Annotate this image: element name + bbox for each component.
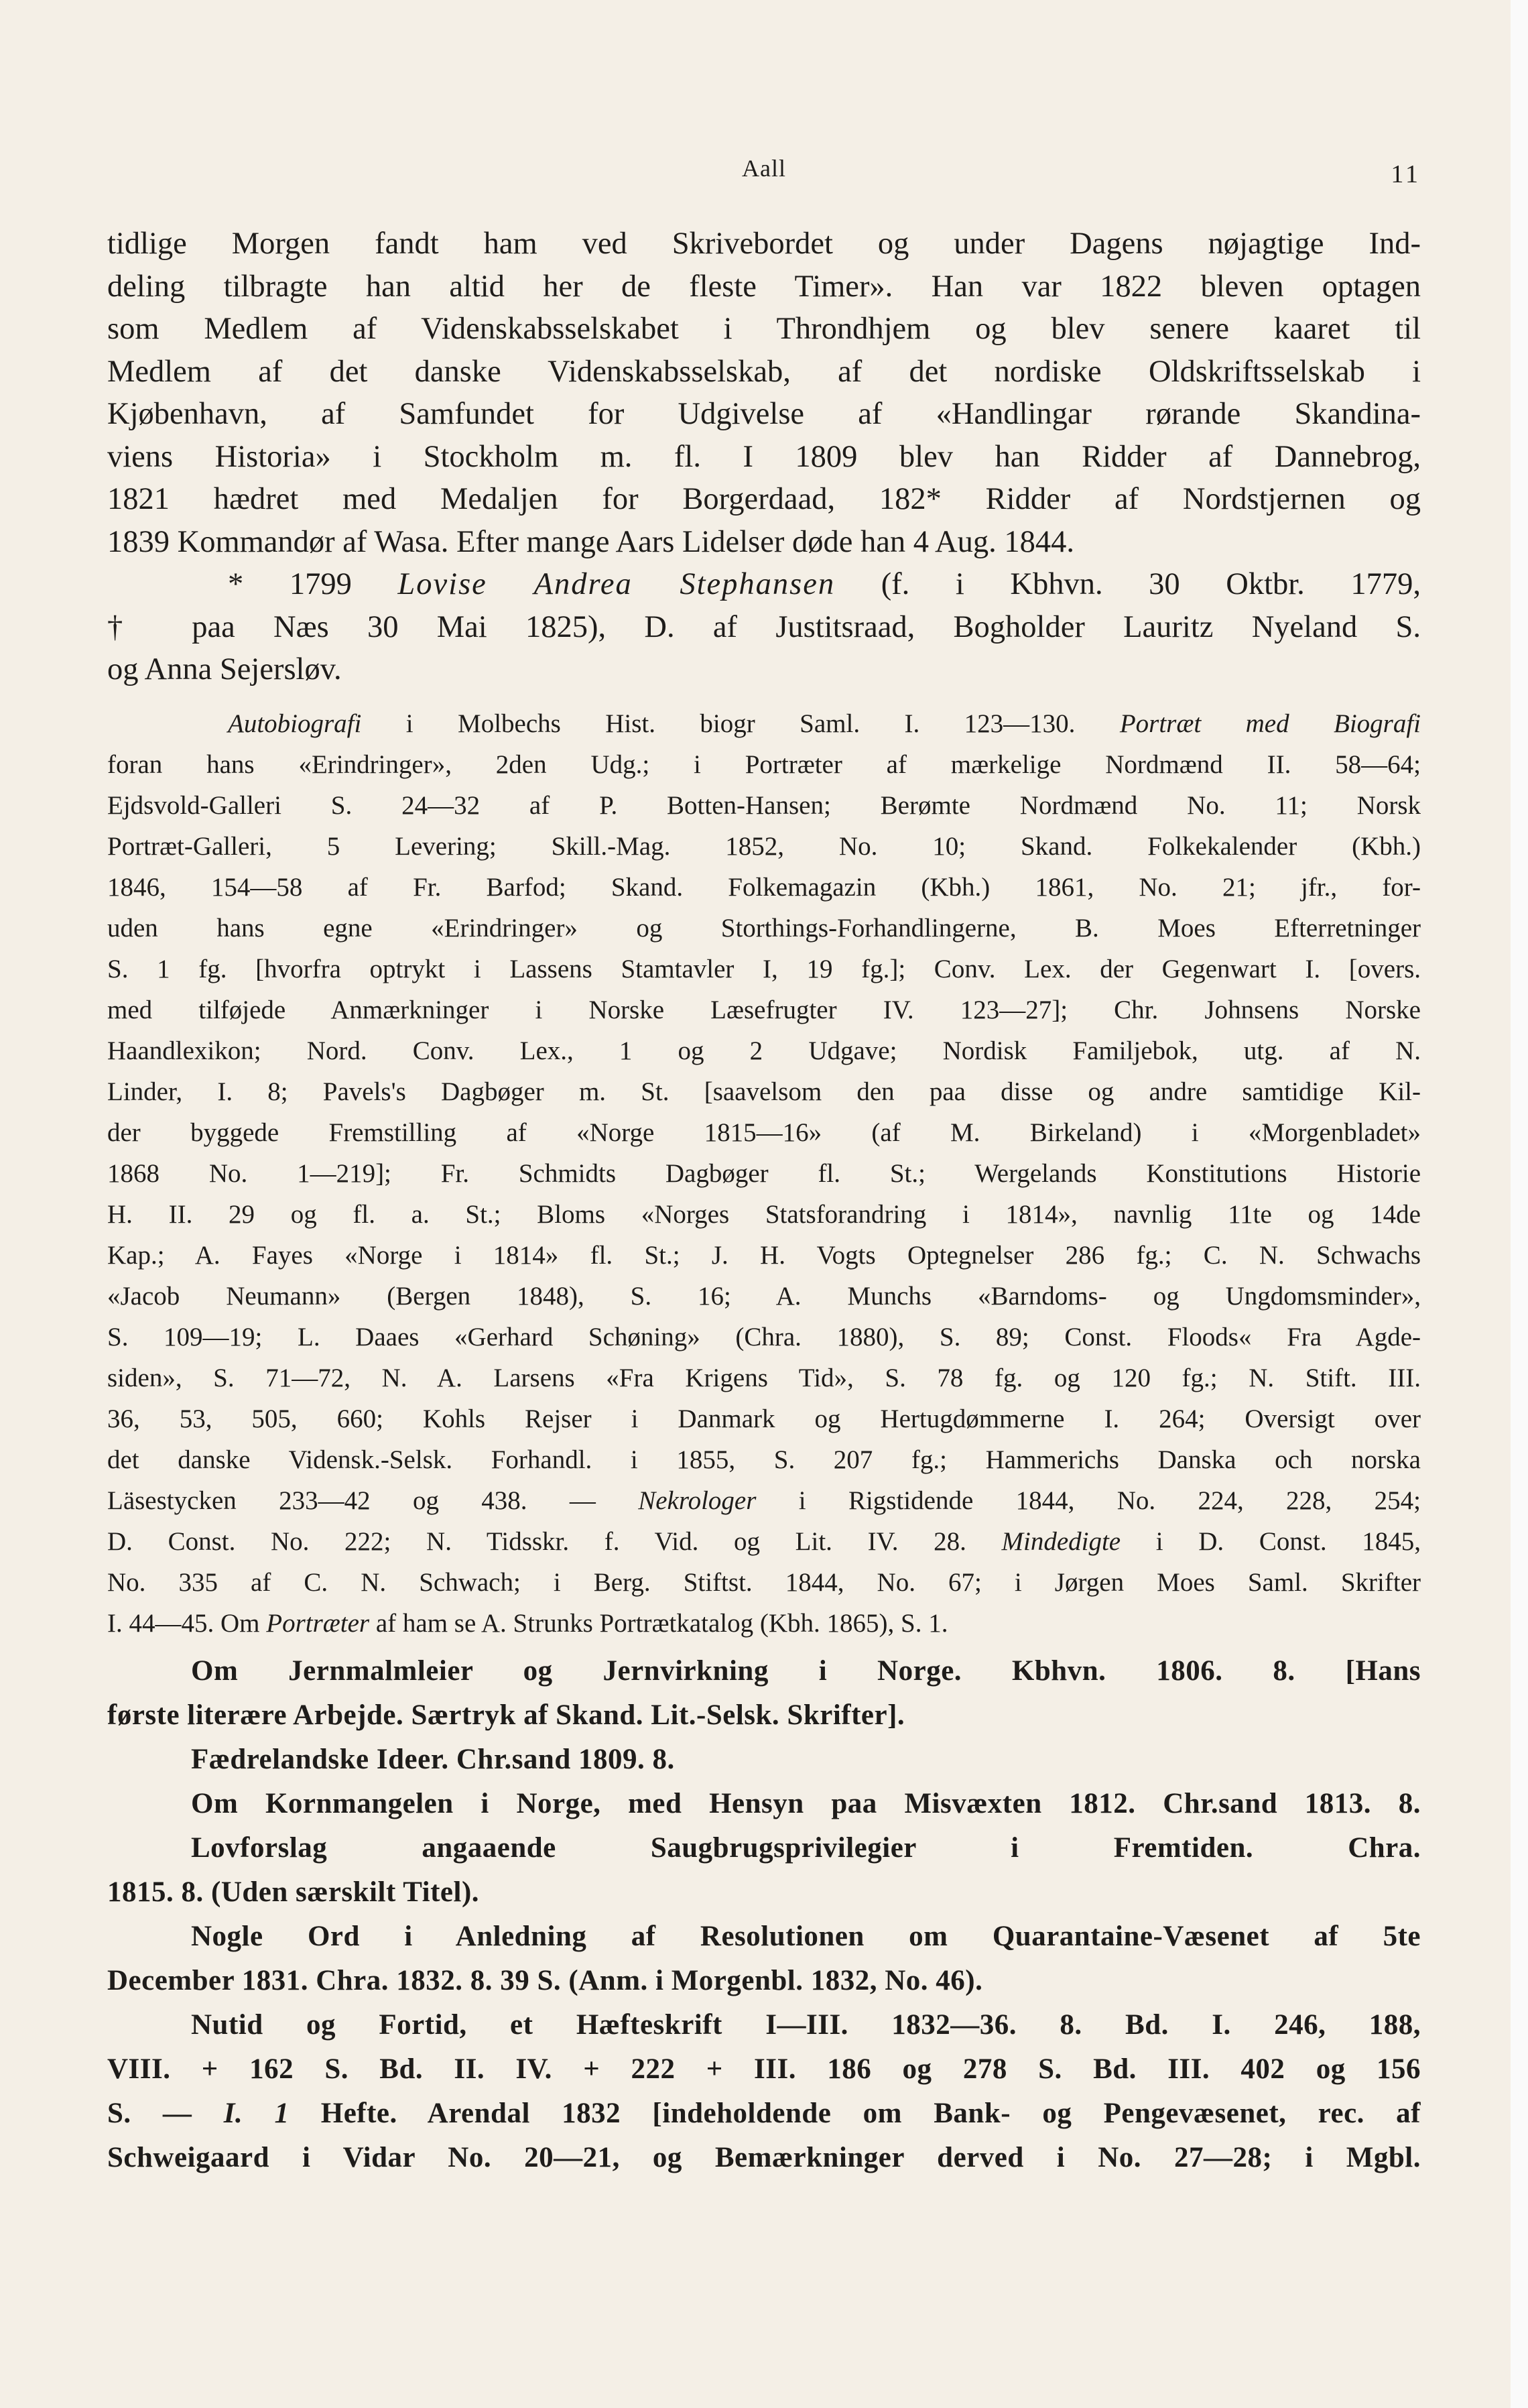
text-line: Kjøbenhavn, af Samfundet for Udgivelse af «Handlingar rørande Skandina-: [107, 397, 1421, 431]
source-text: i D. Const. 1845,: [1121, 1526, 1421, 1556]
source-text: af ham se A. Strunks Portrætkatalog (Kbh. 1865), S. 1.: [369, 1608, 948, 1638]
source-title: Portræt med Biografi: [1119, 709, 1421, 738]
source-title: Mindedigte: [1001, 1526, 1121, 1556]
source-line: [107, 703, 1421, 744]
source-line: H. II. 29 og fl. a. St.; Bloms «Norges Statsforandring i 1814», navnlig 11te og 14de: [107, 1199, 1421, 1229]
spouse-entry: [107, 563, 1421, 691]
work-line: VIII. + 162 S. Bd. II. IV. + 222 + III. 186 og 278 S. Bd. III. 402 og 156: [107, 2053, 1421, 2085]
work-line: [107, 2092, 1421, 2136]
source-line: Portræt-Galleri, 5 Levering; Skill.-Mag. 1852, No. 10; Skand. Folkekalender (Kbh.): [107, 831, 1421, 861]
marriage-year: * 1799: [228, 567, 398, 601]
source-title: Portræter: [266, 1608, 370, 1638]
biography-text: [107, 223, 1421, 563]
source-line: [107, 1603, 1421, 1644]
work-line: Lovforslag angaaende Saugbrugsprivilegier i Fremtiden. Chra.: [191, 1831, 1421, 1864]
source-line: Ejdsvold-Galleri S. 24—32 af P. Botten-Hansen; Berømte Nordmænd No. 11; Norsk: [107, 790, 1421, 820]
sources-block: [107, 703, 1421, 1644]
source-line: Kap.; A. Fayes «Norge i 1814» fl. St.; J. H. Vogts Optegnelser 286 fg.; C. N. Schwachs: [107, 1240, 1421, 1270]
source-line: 1868 No. 1—219]; Fr. Schmidts Dagbøger fl. St.; Wergelands Konstitutions Historie: [107, 1158, 1421, 1188]
source-line: foran hans «Erindringer», 2den Udg.; i Portræter af mærkelige Nordmænd II. 58—64;: [107, 749, 1421, 779]
source-line: 1846, 154—58 af Fr. Barfod; Skand. Folkemagazin (Kbh.) 1861, No. 21; jfr., for-: [107, 872, 1421, 902]
source-line: med tilføjede Anmærkninger i Norske Læsefrugter IV. 123—27]; Chr. Johnsens Norske: [107, 995, 1421, 1024]
spouse-name: Lovise Andrea Stephansen: [397, 567, 836, 601]
source-line: [107, 1521, 1421, 1562]
source-text: i Rigstidende 1844, No. 224, 228, 254;: [756, 1486, 1421, 1515]
work-line: Fædrelandske Ideer. Chr.sand 1809. 8.: [191, 1743, 675, 1775]
source-line: No. 335 af C. N. Schwach; i Berg. Stiftst. 1844, No. 67; i Jørgen Moes Saml. Skrifter: [107, 1567, 1421, 1597]
source-text: D. Const. No. 222; N. Tidsskr. f. Vid. og Lit. IV. 28.: [107, 1526, 1002, 1556]
work-italic: I. 1: [223, 2097, 290, 2129]
page-header: [107, 154, 1421, 194]
source-line: der byggede Fremstilling af «Norge 1815—16» (af M. Birkeland) i «Morgenbladet»: [107, 1118, 1421, 1147]
source-line: det danske Vidensk.-Selsk. Forhandl. i 1855, S. 207 fg.; Hammerichs Danska och norska: [107, 1445, 1421, 1474]
running-head: Aall: [742, 155, 786, 182]
source-line: S. 1 fg. [hvorfra optrykt i Lassens Stamtavler I, 19 fg.]; Conv. Lex. der Gegenwart I. [overs.: [107, 954, 1421, 983]
work-text: S. —: [107, 2097, 224, 2129]
text-line: tidlige Morgen fandt ham ved Skrivebordet og under Dagens nøjagtige Ind-: [107, 227, 1421, 261]
text-line: som Medlem af Videnskabsselskabet i Throndhjem og blev senere kaaret til: [107, 312, 1421, 346]
spouse-birth: (f. i Kbhvn. 30 Oktbr. 1779,: [835, 567, 1421, 601]
text-line: 1821 hædret med Medaljen for Borgerdaad, 182* Ridder af Nordstjernen og: [107, 482, 1421, 516]
page-number: 11: [1391, 160, 1421, 188]
work-line: December 1831. Chra. 1832. 8. 39 S. (Anm. i Morgenbl. 1832, No. 46).: [107, 1964, 983, 1996]
work-line: Nutid og Fortid, et Hæfteskrift I—III. 1832—36. 8. Bd. I. 246, 188,: [191, 2008, 1421, 2041]
source-line: siden», S. 71—72, N. A. Larsens «Fra Krigens Tid», S. 78 fg. og 120 fg.; N. Stift. III.: [107, 1363, 1421, 1392]
text-line: 1839 Kommandør af Wasa. Efter mange Aars Lidelser døde han 4 Aug. 1844.: [107, 524, 1074, 559]
text-line: deling tilbragte han altid her de fleste Timer». Han var 1822 bleven optagen: [107, 269, 1421, 304]
source-line: [107, 1480, 1421, 1521]
work-text: Hefte. Arendal 1832 [indeholdende om Bank- og Pengevæsenet, rec. af: [289, 2097, 1421, 2129]
source-line: S. 109—19; L. Daaes «Gerhard Schøning» (Chra. 1880), S. 89; Const. Floods« Fra Agde-: [107, 1322, 1421, 1351]
source-title: Nekrologer: [638, 1486, 757, 1515]
works-list: [107, 1649, 1421, 2180]
source-line: uden hans egne «Erindringer» og Storthings-Forhandlingerne, B. Moes Efterretninger: [107, 913, 1421, 943]
source-text: Läsestycken 233—42 og 438. —: [107, 1486, 639, 1515]
source-text: i Molbechs Hist. biogr Saml. I. 123—130.: [361, 709, 1120, 738]
spouse-line: † paa Næs 30 Mai 1825), D. af Justitsraad, Bogholder Lauritz Nyeland S.: [107, 609, 1421, 644]
source-line: Haandlexikon; Nord. Conv. Lex., 1 og 2 Udgave; Nordisk Familjebok, utg. af N.: [107, 1036, 1421, 1065]
text-line: Medlem af det danske Videnskabsselskab, af det nordiske Oldskriftsselskab i: [107, 354, 1421, 389]
source-text: I. 44—45. Om: [107, 1608, 267, 1638]
text-line: viens Historia» i Stockholm m. fl. I 1809 blev han Ridder af Dannebrog,: [107, 439, 1421, 474]
source-line: «Jacob Neumann» (Bergen 1848), S. 16; A. Munchs «Barndoms- og Ungdomsminder»,: [107, 1281, 1421, 1311]
work-line: 1815. 8. (Uden særskilt Titel).: [107, 1876, 480, 1908]
spouse-line: og Anna Sejersløv.: [107, 652, 342, 686]
page-body: [107, 223, 1421, 2180]
spouse-line: [107, 563, 1421, 606]
work-line: Nogle Ord i Anledning af Resolutionen om Quarantaine-Væsenet af 5te: [191, 1920, 1421, 1952]
source-title: Autobiografi: [228, 709, 362, 738]
work-line: Om Kornmangelen i Norge, med Hensyn paa Misvæxten 1812. Chr.sand 1813. 8.: [191, 1787, 1421, 1819]
source-line: Linder, I. 8; Pavels's Dagbøger m. St. [saavelsom den paa disse og andre samtidige Kil-: [107, 1077, 1421, 1106]
work-line: Schweigaard i Vidar No. 20—21, og Bemærkninger derved i No. 27—28; i Mgbl.: [107, 2141, 1421, 2173]
work-line: Om Jernmalmleier og Jernvirkning i Norge. Kbhvn. 1806. 8. [Hans: [191, 1654, 1421, 1687]
source-line: 36, 53, 505, 660; Kohls Rejser i Danmark og Hertugdømmerne I. 264; Oversigt over: [107, 1404, 1421, 1433]
work-line: første literære Arbejde. Særtryk af Skand. Lit.-Selsk. Skrifter].: [107, 1699, 905, 1731]
